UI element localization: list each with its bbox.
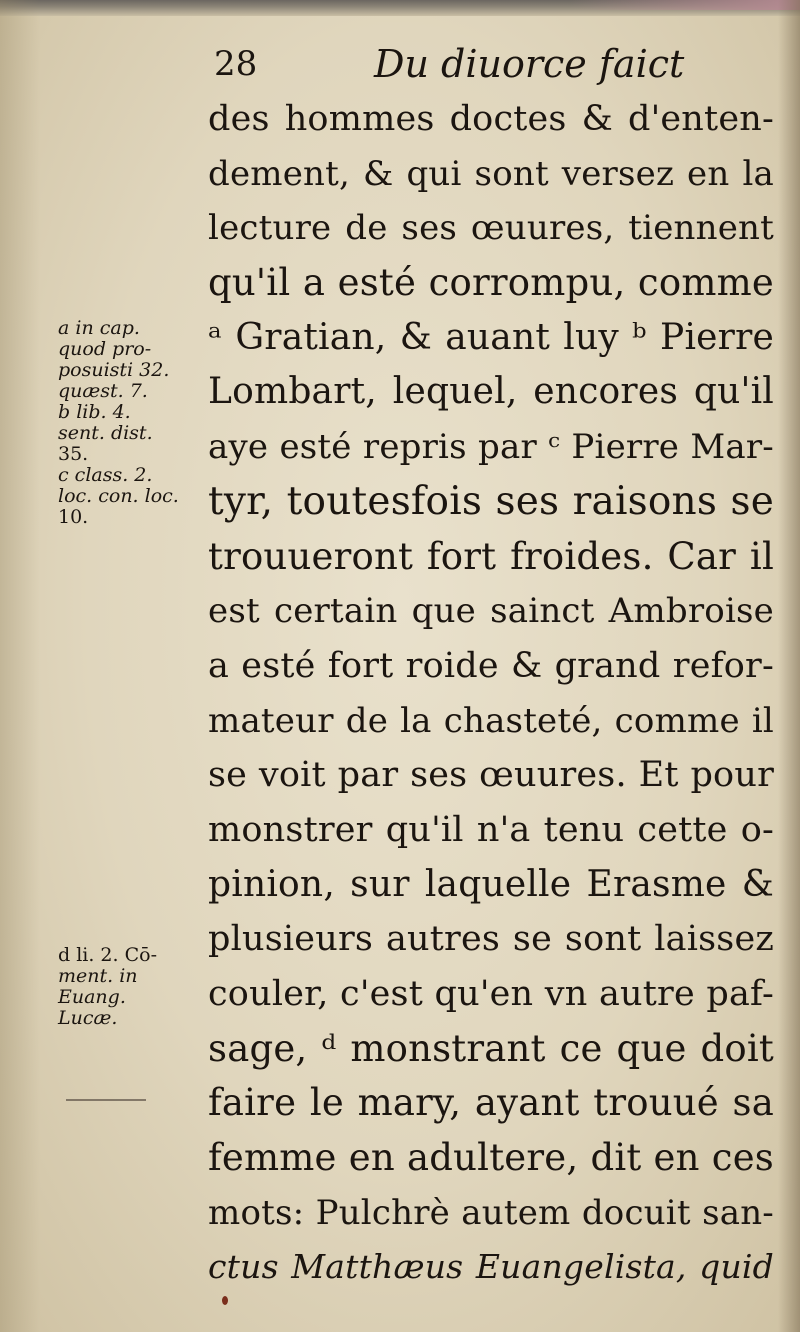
text-line: lecture de ses œuures, tiennent	[208, 208, 774, 249]
page-right-edge	[778, 0, 800, 1332]
text-line: ctus Matthæus Euangelista, quid	[208, 1247, 774, 1287]
text-line: femme en adultere, dit en ces	[208, 1136, 774, 1180]
margin-note-line: d li. 2. Cō-	[58, 944, 157, 966]
margin-notes-upper	[58, 318, 208, 528]
margin-note-line: quod pro-	[58, 338, 152, 360]
text-line: a esté fort roide & grand refor-	[208, 645, 774, 686]
text-line: tyr, toutesfois ses raisons se	[208, 478, 774, 524]
margin-notes-lower	[58, 945, 208, 1029]
running-title: Du diuorce faict	[374, 42, 685, 86]
margin-note-line: b lib. 4.	[58, 401, 131, 423]
margin-note-line: loc. con. loc.	[58, 485, 179, 507]
text-line: faire le mary, ayant trouué sa	[208, 1081, 774, 1125]
page-header	[214, 40, 734, 90]
margin-note-line: quæst. 7.	[58, 380, 148, 402]
text-line: ᵃ Gratian, & auant luy ᵇ Pierre	[208, 316, 774, 358]
margin-note-line: ment. in	[58, 965, 138, 987]
text-line: sage, ᵈ monstrant ce que doit	[208, 1026, 774, 1070]
text-line: trouueront fort froides. Car il	[208, 534, 774, 578]
margin-note-line: a in cap.	[58, 317, 140, 339]
margin-note-line: 10.	[58, 506, 89, 528]
margin-note-line: posuisti 32.	[58, 359, 170, 381]
text-line: dement, & qui sont versez en la	[208, 153, 774, 194]
text-line: plusieurs autres se sont laissez	[208, 919, 774, 960]
text-line: monstrer qu'il n'a tenu cette o-	[208, 809, 774, 850]
ink-speck	[222, 1296, 228, 1305]
margin-note-rule	[66, 1099, 146, 1101]
text-line: Lombart, lequel, encores qu'il	[208, 371, 774, 413]
text-line: des hommes doctes & d'enten-	[208, 99, 774, 139]
text-line: pinion, sur laquelle Erasme &	[208, 863, 774, 905]
text-line: mots: Pulchrè autem docuit san-	[208, 1192, 774, 1233]
text-line: aye esté repris par ᶜ Pierre Mar-	[208, 427, 774, 468]
margin-note-line: Lucæ.	[58, 1007, 118, 1029]
text-line: qu'il a esté corrompu, comme	[208, 261, 774, 305]
margin-note-line: sent. dist.	[58, 422, 153, 444]
margin-note-line: 35.	[58, 443, 89, 465]
text-line: se voit par ses œuures. Et pour	[208, 755, 774, 796]
page-top-edge	[0, 0, 800, 16]
page-number: 28	[214, 44, 258, 84]
text-line: est certain que sainct Ambroise	[208, 591, 774, 632]
page-left-shadow	[0, 0, 40, 1332]
text-line: couler, c'est qu'en vn autre paf-	[208, 974, 774, 1014]
main-text-block	[208, 92, 774, 1295]
text-line: mateur de la chasteté, comme il	[208, 700, 774, 741]
margin-note-line: c class. 2.	[58, 464, 153, 486]
binding-tint	[570, 0, 800, 10]
margin-note-line: Euang.	[58, 986, 126, 1008]
